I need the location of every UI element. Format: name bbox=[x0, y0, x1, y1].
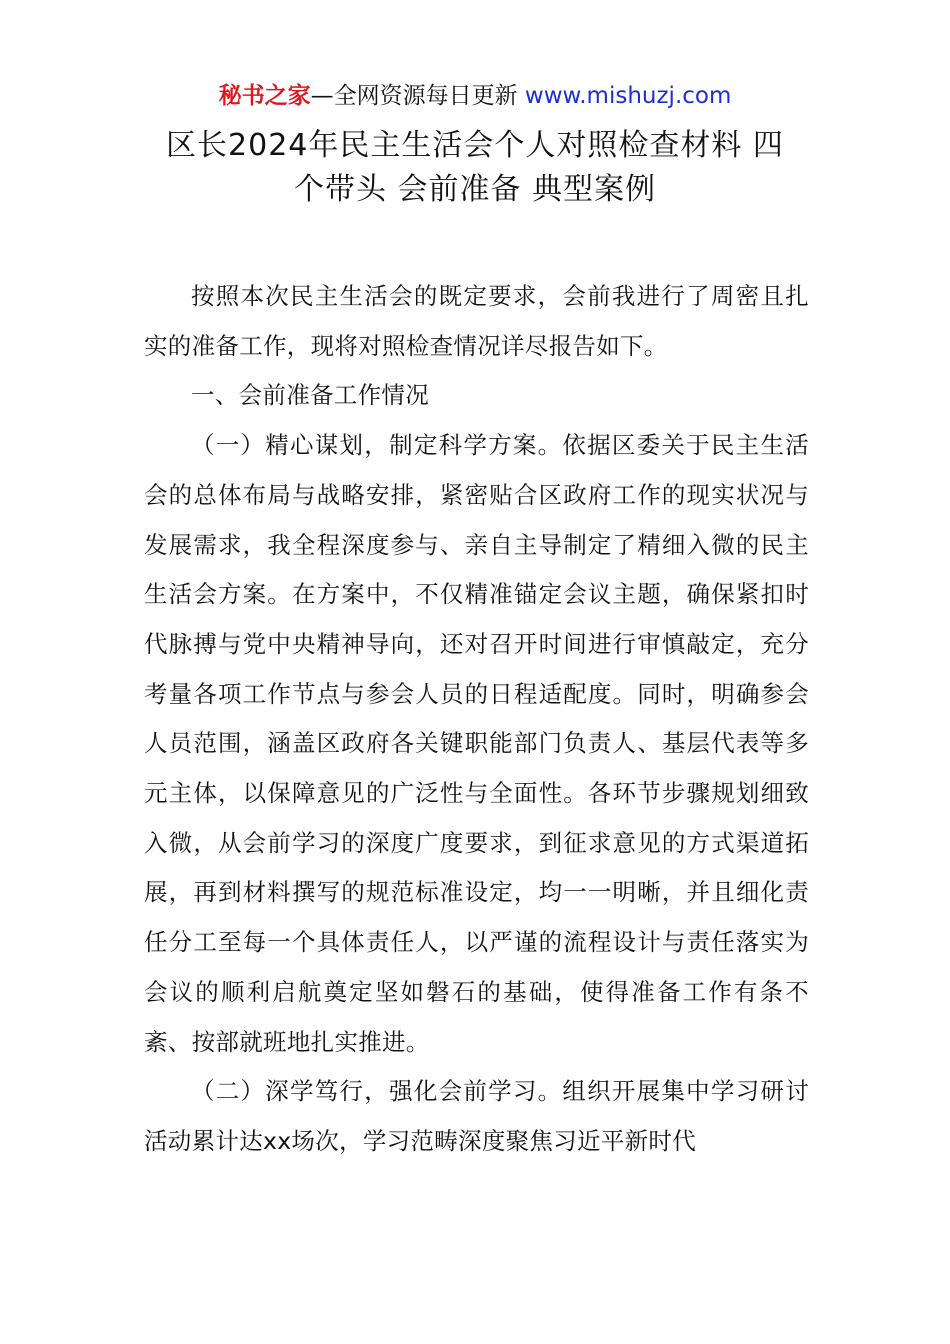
document-body bbox=[144, 272, 809, 1167]
site-brand: 秘书之家 bbox=[218, 83, 311, 109]
body-paragraph: （一）精心谋划，制定科学方案。依据区委关于民主生活会的总体布局与战略安排，紧密贴合区政府工作的现实状况与发展需求，我全程深度参与、亲自主导制定了精细入微的民主生活会方案。在方案中，不仅精准锚定会议主题，确保紧扣时代脉搏与党中央精神导向，还对召开时间进行审慎敲定，充分考量各项工作节点与参会人员的日程适配度。同时，明确参会人员范围，涵盖区政府各关键职能部门负责人、基层代表等多元主体，以保障意见的广泛性与全面性。各环节步骤规划细致入微，从会前学习的深度广度要求，到征求意见的方式渠道拓展，再到材料撰写的规范标准设定，均一一明晰，并且细化责任分工至每一个具体责任人，以严谨的流程设计与责任落实为会议的顺利启航奠定坚如磐石的基础，使得准备工作有条不紊、按部就班地扎实推进。 bbox=[144, 431, 809, 1056]
document-title-line-2: 个带头 会前准备 典型案例 bbox=[293, 172, 657, 207]
site-tagline: —全网资源每日更新 bbox=[310, 83, 518, 109]
site-url-link[interactable]: www.mishuzj.com bbox=[524, 83, 732, 109]
section-heading: 一、会前准备工作情况 bbox=[191, 381, 429, 410]
body-paragraph: （二）深学笃行，强化会前学习。组织开展集中学习研讨活动累计达xx场次，学习范畴深度聚焦习近平新时代 bbox=[144, 1077, 809, 1155]
site-header bbox=[0, 80, 950, 112]
document-title bbox=[140, 124, 810, 212]
intro-paragraph: 按照本次民主生活会的既定要求，会前我进行了周密且扎实的准备工作，现将对照检查情况详尽报告如下。 bbox=[144, 282, 809, 360]
document-title-line-1: 区长2024年民主生活会个人对照检查材料 四 bbox=[166, 128, 784, 163]
